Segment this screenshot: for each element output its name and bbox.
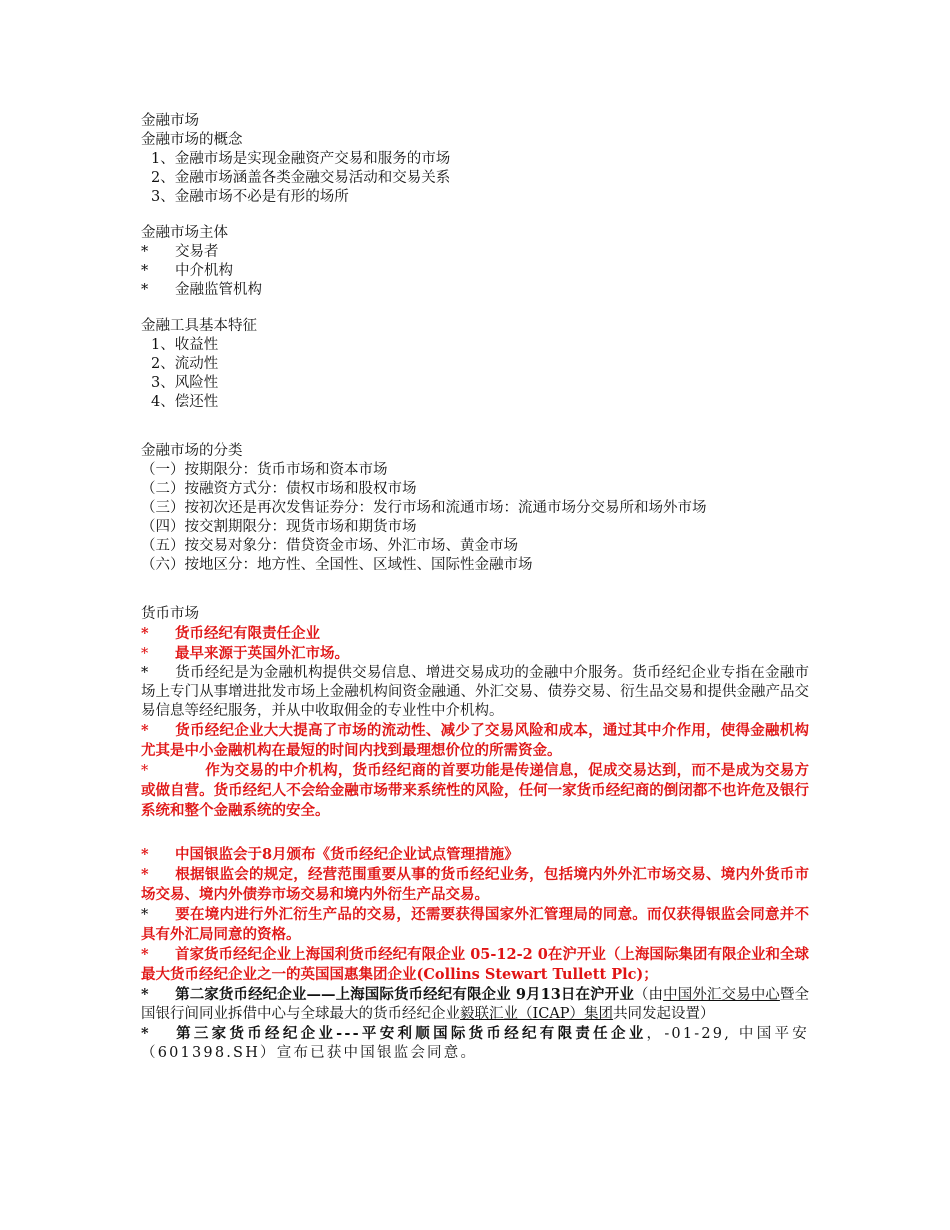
paragraph-1 [141, 624, 809, 644]
concept-item-3: 3、金融市场不必是有形的场所 [151, 189, 349, 205]
paragraph-4 [141, 721, 809, 761]
paragraph-8-text: 要在境内进行外汇衍生产品的交易，还需要获得国家外汇管理局的同意。而仅获得银监会同意并不具有外汇局同意的资格。 [141, 906, 809, 943]
paragraph-7-text: 根据银监会的规定，经营范围重要从事的货币经纪业务，包括境内外外汇市场交易、境内外货币市场交易、境内外债券市场交易和境内外衍生产品交易。 [141, 866, 809, 903]
bullet-marker: * [141, 282, 149, 298]
paragraph-6-text: 中国银监会于8月颁布《货币经纪企业试点管理措施》 [175, 846, 519, 863]
document-page [141, 112, 809, 1063]
paragraph-9 [141, 945, 809, 985]
paragraph-11 [141, 1024, 809, 1063]
paragraph-11-bold: 第三家货币经纪企业---平安利顺国际货币经纪有限责任企业 [175, 1025, 647, 1042]
section-subtitle-concept: 金融市场的概念 [141, 132, 243, 148]
bullet-marker: * [141, 866, 149, 883]
participant-item-1: 交易者 [175, 244, 219, 260]
paragraph-6 [141, 845, 809, 865]
feature-item-4: 4、偿还性 [151, 394, 219, 410]
paragraph-5-text: 作为交易的中介机构，货币经纪商的首要功能是传递信息，促成交易达到，而不是成为交易方或做自营。货币经纪人不会给金融市场带来系统性的风险，任何一家货币经纪商的倒闭都不也许危及银行系统和整个金融系统的安全。 [141, 762, 809, 819]
section-title-instrument-features: 金融工具基本特征 [141, 318, 257, 334]
feature-item-3: 3、风险性 [151, 375, 219, 391]
paragraph-8 [141, 905, 809, 945]
section-title-participants: 金融市场主体 [141, 225, 228, 241]
section-title-classification: 金融市场的分类 [141, 443, 243, 459]
paragraph-4-text: 货币经纪企业大大提高了市场的流动性、减少了交易风险和成本，通过其中介作用，使得金融机构尤其是中小金融机构在最短的时间内找到最理想价位的所需资金。 [141, 722, 809, 759]
bullet-marker: * [141, 665, 149, 681]
paragraph-10-bold: 第二家货币经纪企业——上海国际货币经纪有限企业 9月13日在沪开业 [175, 986, 634, 1003]
bullet-marker: * [141, 907, 149, 923]
bullet-marker: * [141, 846, 149, 863]
participant-item-3: 金融监管机构 [175, 282, 262, 298]
paragraph-5 [141, 761, 809, 821]
paragraph-1-text: 货币经纪有限责任企业 [175, 625, 320, 642]
bullet-marker: * [141, 263, 149, 279]
classification-item-1: （一）按期限分：货币市场和资本市场 [141, 462, 388, 478]
bullet-marker: * [141, 1025, 149, 1042]
classification-item-6: （六）按地区分：地方性、全国性、区域性、国际性金融市场 [141, 557, 533, 573]
bullet-marker: * [141, 946, 149, 963]
paragraph-10 [141, 985, 809, 1024]
bullet-marker: * [141, 244, 149, 260]
paragraph-2 [141, 644, 809, 664]
paragraph-10-text-3: 共同发起设置） [613, 1006, 715, 1022]
bullet-marker: * [141, 646, 149, 662]
bullet-marker: * [141, 986, 149, 1003]
bullet-marker: * [141, 625, 149, 642]
paragraph-3 [141, 664, 809, 721]
feature-item-1: 1、收益性 [151, 337, 219, 353]
link-cfets[interactable]: 中国外汇交易中心 [663, 987, 780, 1003]
paragraph-7 [141, 865, 809, 905]
paragraph-3-text: 货币经纪是为金融机构提供交易信息、增进交易成功的金融中介服务。货币经纪企业专指在金融市场上专门从事增进批发市场上金融机构间资金融通、外汇交易、债券交易、衍生品交易和提供金融产品交易信息等经纪服务，并从中收取佣金的专业性中介机构。 [141, 665, 809, 719]
link-icap-group[interactable]: 毅联汇业（ICAP）集团 [460, 1006, 614, 1022]
paragraph-9-text: 首家货币经纪企业上海国利货币经纪有限企业 05-12-2 0在沪开业（上海国际集团有限企业和全球最大货币经纪企业之一的英国国惠集团企业(Collins Stewart Tullett Plc)； [141, 946, 809, 983]
bullet-marker: * [141, 763, 149, 779]
paragraph-11-text: ，-01-29, 中国平安（601398.SH）宣布已获中国银监会同意。 [141, 1026, 809, 1061]
classification-item-3: （三）按初次还是再次发售证券分：发行市场和流通市场：流通市场分交易所和场外市场 [141, 500, 707, 516]
concept-item-2: 2、金融市场涵盖各类金融交易活动和交易关系 [151, 170, 451, 186]
concept-item-1: 1、金融市场是实现金融资产交易和服务的市场 [151, 151, 451, 167]
feature-item-2: 2、流动性 [151, 356, 219, 372]
paragraph-10-text-1: （由 [633, 987, 664, 1003]
section-title-money-market: 货币市场 [141, 606, 199, 622]
participant-item [141, 262, 809, 281]
participant-item-2: 中介机构 [175, 263, 233, 279]
classification-item-4: （四）按交割期限分：现货市场和期货市场 [141, 519, 417, 535]
bullet-marker: * [141, 722, 149, 739]
paragraph-10-text-2: 暨全国银行间同业拆借中心与全球最大的货币经纪企业 [141, 987, 810, 1022]
paragraph-2-text: 最早来源于英国外汇市场。 [175, 645, 349, 662]
section-title-financial-market: 金融市场 [141, 113, 199, 129]
participant-item [141, 281, 809, 300]
classification-item-5: （五）按交易对象分：借贷资金市场、外汇市场、黄金市场 [141, 538, 518, 554]
participant-item [141, 243, 809, 262]
classification-item-2: （二）按融资方式分：债权市场和股权市场 [141, 481, 417, 497]
